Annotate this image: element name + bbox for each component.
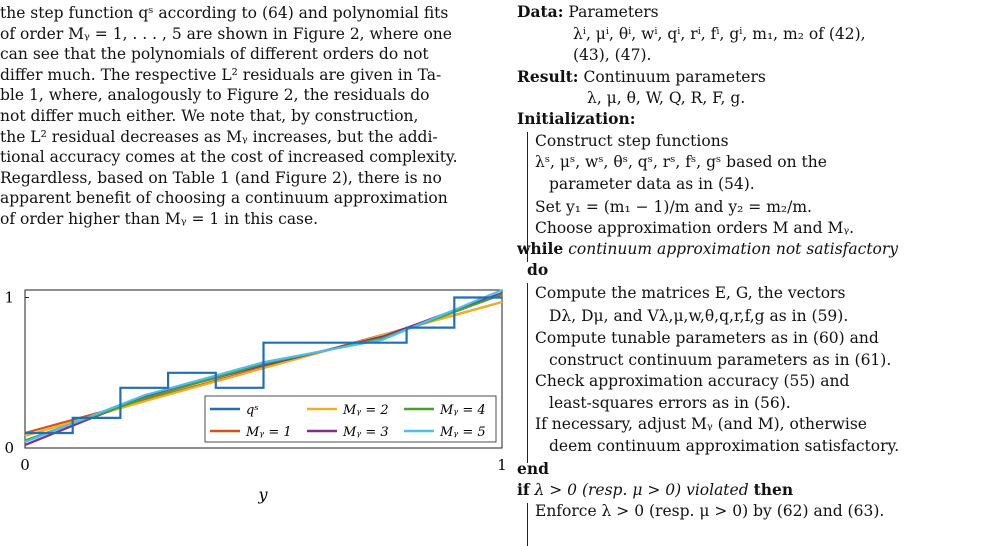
y-tick-label: 1 bbox=[4, 288, 14, 307]
paragraph-line: tional accuracy comes at the cost of increased complexity. bbox=[0, 148, 458, 167]
init-line: Choose approximation orders M and Mᵧ. bbox=[535, 219, 855, 237]
loop-line: Check approximation accuracy (55) and bbox=[535, 372, 850, 390]
init-line: Set y₁ = (m₁ − 1)/m and y₂ = m₂/m. bbox=[535, 198, 812, 216]
paragraph-line: not differ much either. We note that, by construction, bbox=[0, 106, 419, 125]
if-body-line-cut: Enforce λ > 0 (resp. μ > 0) by (62) and (63). bbox=[535, 502, 885, 520]
loop-block-bar bbox=[527, 283, 528, 463]
loop-line: Dλ, Dμ, and Vλ,μ,w,θ,q,r,f,g as in (59). bbox=[549, 307, 849, 325]
paragraph-line: ble 1, where, analogously to Figure 2, the residuals do bbox=[0, 86, 430, 105]
paragraph-line: the L² residual decreases as Mᵧ increases, but the addi- bbox=[0, 127, 438, 146]
do-keyword: do bbox=[527, 260, 549, 279]
legend-label: Mᵧ = 1 bbox=[246, 425, 292, 440]
paragraph-line: the step function qˢ according to (64) and polynomial fits bbox=[0, 4, 449, 22]
init-line: Construct step functions bbox=[535, 132, 729, 150]
then-keyword: then bbox=[753, 480, 794, 499]
body-paragraph bbox=[0, 3, 486, 230]
loop-line: If necessary, adjust Mᵧ (and M), otherwise bbox=[535, 415, 867, 433]
y-tick-label: 0 bbox=[4, 439, 14, 457]
paragraph-line: differ much. The respective L² residuals are given in Ta- bbox=[0, 65, 442, 84]
paragraph-line: Regardless, based on Table 1 (and Figure 2), there is no bbox=[0, 168, 442, 187]
data-params-line: λⁱ, μⁱ, θⁱ, wⁱ, qⁱ, rⁱ, fⁱ, gⁱ, m₁, m₂ of (42), bbox=[573, 25, 866, 43]
if-line bbox=[517, 480, 793, 500]
x-tick-label: 1 bbox=[497, 456, 507, 474]
x-tick-label: 0 bbox=[20, 456, 30, 474]
legend-label: qˢ bbox=[246, 403, 259, 418]
loop-line: Compute tunable parameters as in (60) and bbox=[535, 329, 879, 347]
paragraph-line: of order higher than Mᵧ = 1 in this case. bbox=[0, 209, 319, 228]
while-line bbox=[517, 239, 898, 259]
paragraph-line: apparent benefit of choosing a continuum approximation bbox=[0, 189, 448, 208]
legend-label: Mᵧ = 2 bbox=[343, 403, 389, 418]
paragraph-line: of order Mᵧ = 1, . . . , 5 are shown in Figure 2, where one bbox=[0, 24, 452, 43]
loop-line: Compute the matrices E, G, the vectors bbox=[535, 284, 846, 302]
result-params-line: λ, μ, θ, W, Q, R, F, g. bbox=[587, 89, 746, 107]
legend bbox=[205, 396, 496, 442]
initialization-keyword: Initialization: bbox=[517, 109, 636, 128]
legend-label: Mᵧ = 4 bbox=[440, 403, 486, 418]
loop-line: deem continuum approximation satisfactory. bbox=[549, 437, 900, 455]
paragraph-line: can see that the polynomials of different orders do not bbox=[0, 45, 429, 64]
init-line: λˢ, μˢ, wˢ, θˢ, qˢ, rˢ, fˢ, gˢ based on the bbox=[535, 153, 827, 171]
if-keyword: if bbox=[517, 480, 530, 499]
if-condition: λ > 0 (resp. μ > 0) violated bbox=[534, 481, 749, 499]
data-params-line: (43), (47). bbox=[573, 46, 652, 64]
data-keyword: Data: bbox=[517, 2, 564, 21]
polynomial-fit-chart bbox=[0, 278, 520, 508]
loop-line: least-squares errors as in (56). bbox=[549, 394, 791, 412]
legend-label: Mᵧ = 3 bbox=[343, 425, 389, 440]
result-line bbox=[517, 67, 766, 87]
legend-label: Mᵧ = 5 bbox=[440, 425, 486, 440]
loop-line: construct continuum parameters as in (61). bbox=[549, 351, 892, 369]
result-text: Continuum parameters bbox=[583, 68, 766, 86]
while-condition: continuum approximation not satisfactory bbox=[568, 240, 899, 258]
if-block-bar bbox=[527, 503, 528, 546]
x-axis-label: y bbox=[258, 485, 268, 504]
init-line: parameter data as in (54). bbox=[549, 175, 755, 193]
end-keyword: end bbox=[517, 459, 549, 478]
while-keyword: while bbox=[517, 239, 564, 258]
data-line bbox=[517, 2, 659, 22]
data-text: Parameters bbox=[568, 3, 659, 21]
result-keyword: Result: bbox=[517, 67, 579, 86]
